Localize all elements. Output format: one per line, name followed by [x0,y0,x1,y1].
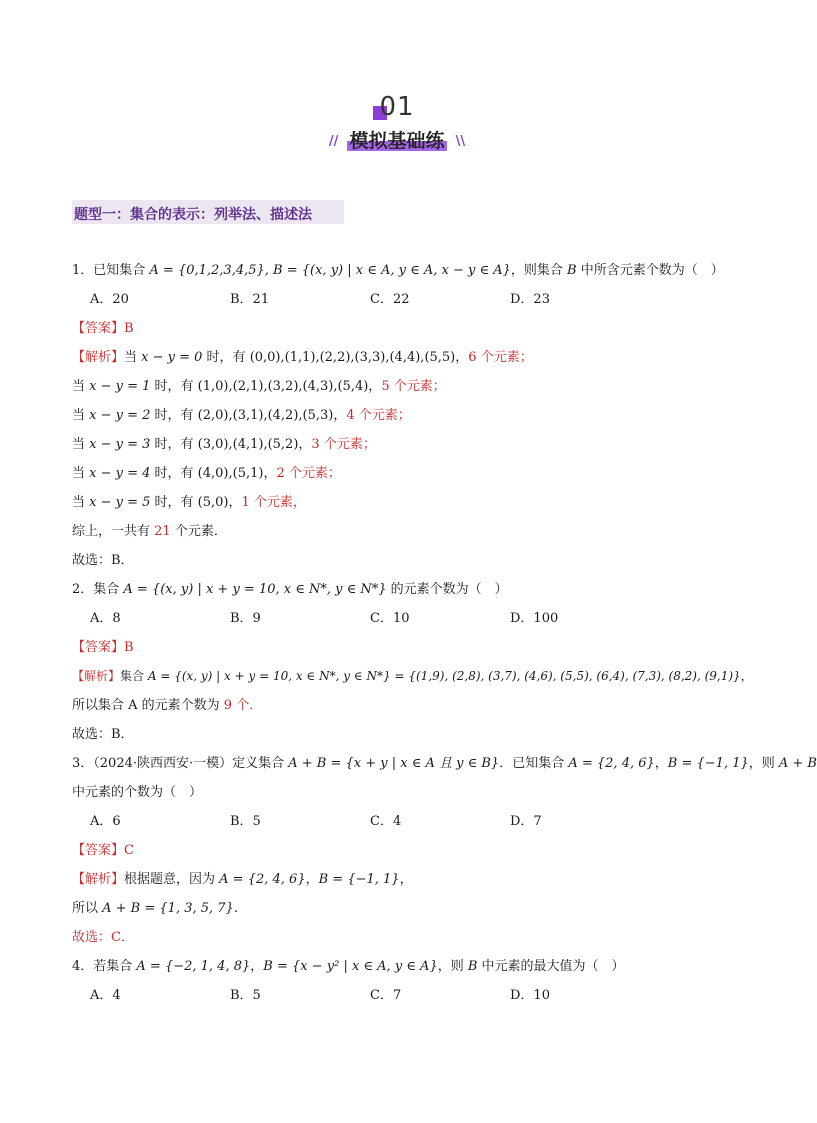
answer-value: B [124,640,134,655]
count: 9 [223,698,233,713]
text: . [233,901,238,916]
text: 综上，一共有 [72,524,155,539]
q1-stem-text: 中所含元素个数为（ ） [576,263,724,278]
text: 个元素； [319,437,376,452]
q3-stem-line2: 中元素的个数为（ ） [72,785,203,800]
math: A + B = {1, 3, 5, 7} [102,901,234,916]
q4-stem-text: 4．若集合 [72,959,137,974]
text: 时，有 [150,466,198,481]
count: 1 [241,495,250,510]
text: ， [333,408,347,423]
q4-option-d[interactable]: D．10 [510,988,550,1003]
count: 6 [468,350,477,365]
q2-answer [72,633,732,662]
analysis-tag: 【解析】 [72,669,121,683]
count: 21 [154,524,171,539]
q1-summary [72,517,732,546]
math: x − y = 1 [89,379,151,394]
text: ， [368,379,382,394]
q3-stem-text: 3．（2024·陕西西安·一模）定义集合 [72,756,289,771]
text: 个元素， [249,495,306,510]
q3-stem-text: ， [654,756,668,771]
section-title: 题型一：集合的表示：列举法、描述法 [74,207,312,223]
text: 个元素； [389,379,446,394]
text: 时，有 [150,495,198,510]
q1-analysis-line [72,459,732,488]
q2-option-a[interactable]: A．8 [90,611,121,626]
text: 个元素； [284,466,341,481]
analysis-tag: 【解析】 [72,872,125,887]
header-number-badge [379,92,414,124]
q1-stem [72,256,732,285]
q3-option-c[interactable]: C．4 [370,814,402,829]
q3-stem-text: ，则 [748,756,779,771]
text: ， [740,669,753,683]
q4-stem-text: ，则 [437,959,468,974]
q3-stem-math: A + B [778,756,817,771]
q3-choose [72,923,732,952]
q3-option-d[interactable]: D．7 [510,814,542,829]
text: 当 [72,379,90,394]
text: 所以 [72,901,103,916]
q1-analysis-line [72,343,732,372]
text: 时，有 [150,437,198,452]
text: ， [228,495,242,510]
q4-option-a[interactable]: A．4 [90,988,121,1003]
text: 当 [72,408,90,423]
q3-result [72,894,732,923]
q3-answer [72,836,732,865]
math: x − y = 3 [89,437,151,452]
q4-stem-text: ， [250,959,264,974]
q4-stem-math: B = {x − y² | x ∈ A, y ∈ A} [263,959,438,974]
text: ， [263,466,277,481]
text: ， [305,872,319,887]
q4-stem [72,952,732,981]
q4-option-c[interactable]: C．7 [370,988,402,1003]
text: 根据题意，因为 [124,872,220,887]
math: x − y = 2 [89,408,151,423]
header-title: 模拟基础练 [349,130,445,152]
section-title-bar [72,200,344,224]
q3-stem-math: B = {−1, 1} [667,756,749,771]
math: x − y = 5 [89,495,151,510]
text: ， [298,437,312,452]
answer-value: B [124,321,134,336]
answer-tag: 【答案】 [72,321,125,336]
header-slash-left: // [328,134,339,149]
q1-stem-text: 1．已知集合 [72,263,150,278]
q3-option-b[interactable]: B．5 [230,814,261,829]
math: x − y = 0 [141,350,203,365]
q1-analysis-line [72,488,732,517]
q2-count [72,691,732,720]
math: (1,0),(2,1),(3,2),(4,3),(5,4) [197,379,369,394]
math: x − y = 4 [89,466,151,481]
text: 个元素； [476,350,533,365]
q2-stem-math: A = {(x, y) | x + y = 10, x ∈ N*, y ∈ N*} [123,582,387,597]
math: (4,0),(5,1) [197,466,264,481]
math: (5,0) [197,495,229,510]
math: (3,0),(4,1),(5,2) [197,437,299,452]
q2-choose: 故选：B． [72,727,134,742]
q1-analysis-line [72,430,732,459]
q1-option-b[interactable]: B．21 [230,292,270,307]
q4-option-b[interactable]: B．5 [230,988,261,1003]
q2-stem-text: 的元素个数为（ ） [386,582,508,597]
text: 当 [72,466,90,481]
q3-stem-math: A + B = {x + y | x ∈ A 且 y ∈ B} [288,756,500,771]
text: 个元素； [354,408,411,423]
text: 时，有 [150,408,198,423]
header-title-wrap [343,126,450,153]
q4-stem-text: 中元素的最大值为（ ） [477,959,625,974]
q3-analysis [72,865,732,894]
q3-stem-math: A = {2, 4, 6} [568,756,655,771]
analysis-tag: 【解析】 [72,350,125,365]
text: 个元素． [170,524,227,539]
q1-stem-math: B [567,263,577,278]
q1-analysis-line [72,401,732,430]
math: A = {(x, y) | x + y = 10, x ∈ N*, y ∈ N*} = {(1,9), (2,8), (3,7), (4,6), (5,5), (6,4), (7,3), (8,2), (9,1)} [147,669,741,683]
header-number: 01 [379,92,415,122]
section-header [0,92,794,153]
text: 当 [72,437,90,452]
text: ， [399,872,413,887]
q1-analysis-line [72,372,732,401]
text: 集合 [120,669,148,683]
q1-options [72,285,732,314]
count: 5 [381,379,390,394]
count: 3 [311,437,320,452]
text: 当 [124,350,142,365]
answer-tag: 【答案】 [72,640,125,655]
q1-option-c[interactable]: C．22 [370,292,410,307]
q2-option-d[interactable]: D．100 [510,611,559,626]
q3-option-a[interactable]: A．6 [90,814,121,829]
q1-choose: 故选：B． [72,553,134,568]
header-slash-right: \\ [455,134,466,149]
q2-option-c[interactable]: C．10 [370,611,410,626]
q2-stem [72,575,732,604]
text: 时，有 [202,350,250,365]
choose-text: 故选：C． [72,930,134,945]
q1-option-d[interactable]: D．23 [510,292,550,307]
q3-stem [72,749,817,778]
text: 当 [72,495,90,510]
q4-options [72,981,732,1010]
text: 个． [232,698,263,713]
math: A = {2, 4, 6} [219,872,306,887]
q2-analysis [72,662,753,691]
q4-stem-math: A = {−2, 1, 4, 8} [136,959,251,974]
math: (0,0),(1,1),(2,2),(3,3),(4,4),(5,5) [249,350,456,365]
text: 所以集合 A 的元素个数为 [72,698,224,713]
count: 4 [346,408,355,423]
q3-stem-text: ．已知集合 [499,756,569,771]
q3-options [72,807,732,836]
q2-stem-text: 2．集合 [72,582,124,597]
q1-option-a[interactable]: A．20 [90,292,129,307]
q2-options [72,604,732,633]
q1-answer [72,314,732,343]
math: B = {−1, 1} [318,872,400,887]
question-content [72,256,817,1010]
q1-stem-text: ，则集合 [510,263,568,278]
q2-option-b[interactable]: B．9 [230,611,261,626]
q4-stem-math: B [467,959,478,974]
text: ， [455,350,469,365]
text: 时，有 [150,379,198,394]
count: 2 [276,466,285,481]
answer-value: C [124,843,134,858]
q1-stem-math: A = {0,1,2,3,4,5}, B = {(x, y) | x ∈ A, y ∈ A, x − y ∈ A} [149,263,511,278]
answer-tag: 【答案】 [72,843,125,858]
math: (2,0),(3,1),(4,2),(5,3) [197,408,334,423]
